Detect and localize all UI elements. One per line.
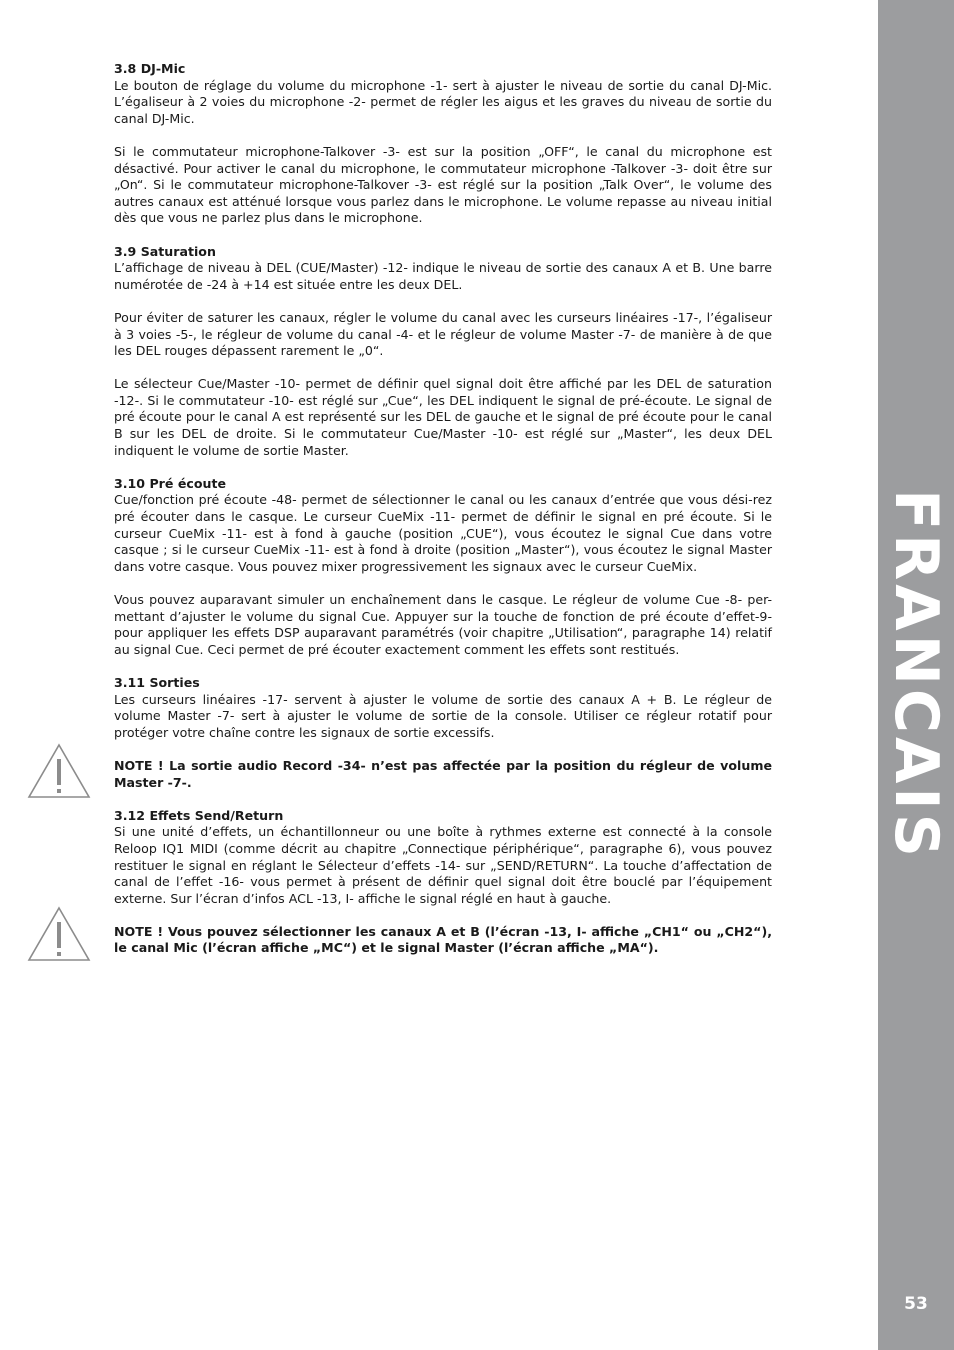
warning-note: NOTE ! Vous pouvez sélectionner les canaux A et B (l’écran -13, I- affiche „CH1“ ou „CH2“), le canal Mic (l’écran affiche „MC“) et le signal Master (l’écran affiche „MA“).	[114, 923, 772, 956]
section-heading-3-10: 3.10 Pré écoute	[114, 475, 227, 491]
language-tab-label: FRANCAIS	[881, 489, 951, 861]
section-heading-3-11: 3.11 Sorties	[114, 674, 200, 690]
section-heading-3-9: 3.9 Saturation	[114, 243, 216, 259]
paragraph: Cue/fonction pré écoute -48- permet de sélectionner le canal ou les canaux d’entrée que vous dési-rez pré écouter dans le casque. Le curseur CueMix -11- permet de définir le signal en pré écoute. Si le curseur CueMix -11- est à fond à gauche (position „CUE“), vous écoutez le signal Cue dans votre casque ; si le curseur CueMix -11- est à fond à droite (position „Master“), vous écoutez le signal Master dans votre casque. Vous pouvez mixer progressivement les signaux avec le curseur CueMix.	[114, 492, 772, 574]
paragraph: Si le commutateur microphone-Talkover -3- est sur la position „OFF“, le canal du microphone est désactivé. Pour activer le canal du microphone, le commutateur microphone -Talkover -3- doit être sur „On“. Si le commutateur microphone-Talkover -3- est réglé sur la position „Talk Over“, le volume des autres canaux est atténué lorsque vous parlez dans le microphone. Le volume repasse au niveau initial dès que vous ne parlez plus dans le microphone.	[114, 143, 772, 226]
warning-triangle-icon	[27, 743, 91, 799]
paragraph: Le bouton de réglage du volume du microphone -1- sert à ajuster le niveau de sortie du canal DJ-Mic. L’égaliseur à 2 voies du microphone -2- permet de régler les aigus et les graves du niveau de sortie du canal DJ-Mic.	[114, 77, 772, 126]
section-heading-3-8: 3.8 DJ-Mic	[114, 61, 186, 76]
page-number: 53	[904, 1294, 928, 1314]
warning-note: NOTE ! La sortie audio Record -34- n’est pas affectée par la position du régleur de volume Master -7-.	[114, 757, 772, 790]
paragraph: Pour éviter de saturer les canaux, régler le volume du canal avec les curseurs linéaires -17-, l’égaliseur à 3 voies -5-, le régleur de volume du canal -4- et le régleur de volume Master -7- de manière à de que les DEL rouges dépassent rarement le „0“.	[114, 309, 772, 359]
section-heading-3-12: 3.12 Effets Send/Return	[114, 807, 284, 823]
paragraph: Le sélecteur Cue/Master -10- permet de définir quel signal doit être affiché par les DEL de saturation -12-. Si le commutateur -10- est réglé sur „Cue“, les DEL indiquent le signal de pré-écoute. Le signal de pré écoute pour le canal A est représenté sur les DEL de gauche et le signal de pré écoute pour le canal B sur les DEL de droite. Si le commutateur Cue/Master -10- est réglé sur „Master“, les deux DEL indiquent le volume de sortie Master.	[114, 376, 772, 458]
paragraph: Les curseurs linéaires -17- servent à ajuster le volume de sortie des canaux A + B. Le régleur de volume Master -7- sert à ajuster le volume de sortie de la console. Utiliser ce régleur rotatif pour protéger votre chaîne contre les signaux de sortie excessifs.	[114, 691, 772, 740]
paragraph: Vous pouvez auparavant simuler un enchaînement dans le casque. Le régleur de volume Cue -8- per-mettant d’ajuster le volume du signal Cue. Appuyer sur la touche de fonction de pré écoute d’effet-9- pour appliquer les effets DSP auparavant paramétrés (voir chapitre „Utilisation“, paragraphe 14) relatif au signal Cue. Ceci permet de pré écouter exactement comment les effets sont restitués.	[114, 592, 772, 657]
document-body	[114, 61, 772, 974]
paragraph: Si une unité d’effets, un échantillonneur ou une boîte à rythmes externe est connecté à la console Reloop IQ1 MIDI (comme décrit au chapitre „Connectique périphérique“, paragraphe 6), vous pouvez restituer le signal en réglant le Sélecteur d’effets -14- sur „SEND/RETURN“. La touche d’affectation de canal de l’effet -16- vous permet à présent de définir quel signal doit être bouclé par l’équipement externe. Sur l’écran d’infos ACL -13, I- affiche le signal réglé en haut à gauche.	[114, 824, 772, 906]
warning-triangle-icon	[27, 906, 91, 962]
paragraph: L’affichage de niveau à DEL (CUE/Master) -12- indique le niveau de sortie des canaux A et B. Une barre numérotée de -24 à +14 est située entre les deux DEL.	[114, 260, 772, 292]
